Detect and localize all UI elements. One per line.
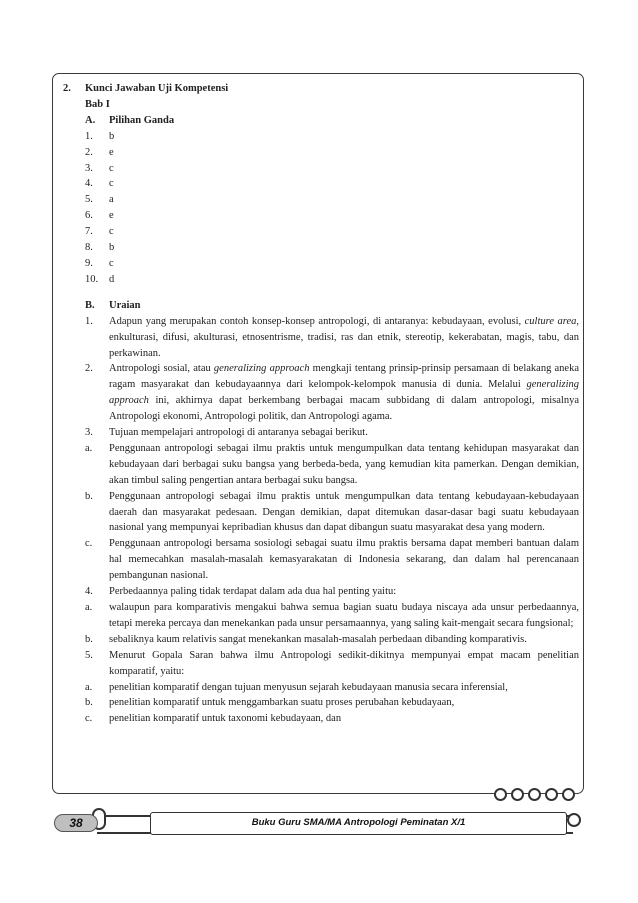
answer-row: 7. c	[85, 226, 114, 238]
decor-circle	[562, 788, 575, 801]
essay-answer-3: 3. Tujuan mempelajari antropologi di antaranya sebagai berikut.	[85, 427, 368, 439]
footer-endcap	[567, 813, 581, 827]
answer-row: 10. d	[85, 273, 115, 285]
sub-item: b. penelitian komparatif untuk menggambarkan suatu proses perubahan kebudayaan,	[85, 697, 455, 709]
decor-circle	[494, 788, 507, 801]
essay-answer-3-items	[63, 441, 579, 584]
essay-answer-4: 4. Perbedaannya paling tidak terdapat dalam ada dua hal penting yaitu:	[85, 586, 397, 598]
answer-row: 6. e	[85, 210, 114, 222]
essay-answer-5: 5. Menurut Gopala Saran bahwa ilmu Antropologi sedikit-dikitnya mempunyai empat macam penelitian komparatif, yaitu:	[85, 649, 579, 677]
essay-answer-5-items	[63, 680, 579, 728]
answer-row: 8. b	[85, 242, 115, 254]
part-b-heading: B. Uraian	[85, 299, 141, 311]
essay-answer-2: 2. Antropologi sosial, atau generalizing approach mengkaji tentang prinsip-prinsip persamaan di belakang aneka ragam masyarakat dan kebudayaannya dari kelompok-kelompok manusia di dunia. Melalui generalizing approach ini, akhirnya dapat berkembang berbagai macam subbidang di dalam antropologi, misalnya Antropologi ekonomi, Antropologi politik, dan Antropologi agama.	[85, 363, 579, 423]
sub-item: b. Penggunaan antropologi sebagai ilmu praktis untuk mengumpulkan data tentang kebudayaan-kebudayaan daerah dan masyarakat pedesaan. Dengan demikian, dapat ditemukan dasar-dasar bagi suatu kebudayaan nasional yang mempunyai kepribadian khusus dan dapat dibangun suatu masyarakat desa yang modern.	[85, 490, 579, 534]
sub-item: a. penelitian komparatif dengan tujuan menyusun sejarah kebudayaan manusia secara inferensial,	[85, 681, 508, 693]
essay-answer-1: 1. Adapun yang merupakan contoh konsep-konsep antropologi, di antaranya: kebudayaan, evolusi, culture area, enkulturasi, difusi, akulturasi, etnosentrisme, tradisi, ras dan etnik, stereotip, kekerabatan, magis, tabu, dan perkawinan.	[85, 315, 579, 359]
answer-row: 1. b	[85, 130, 115, 142]
decor-circle	[528, 788, 541, 801]
part-a-heading: A. Pilihan Ganda	[85, 114, 175, 126]
decor-circle	[511, 788, 524, 801]
multiple-choice-answers	[63, 129, 579, 288]
answer-row: 5. a	[85, 194, 114, 206]
answer-row: 9. c	[85, 257, 114, 269]
answer-row: 2. e	[85, 146, 114, 158]
sub-item: c. Penggunaan antropologi bersama sosiologi sebagai suatu ilmu praktis bersama dapat memberi bantuan dalam hal memecahkan masalah-masalah kemasyarakatan di Indonesia sekarang, dan dalam hal perencanaan pembangunan nasional.	[85, 538, 579, 582]
decor-circle	[545, 788, 558, 801]
answer-row: 3. c	[85, 162, 114, 174]
sub-item: b. sebaliknya kaum relativis sangat menekankan masalah-masalah perbedaan dibanding komparativis.	[85, 633, 527, 645]
sub-item: c. penelitian komparatif untuk taxonomi kebudayaan, dan	[85, 713, 342, 725]
essay-answer-4-items	[63, 600, 579, 648]
page-number: 38	[54, 814, 98, 832]
sub-item: a. walaupun para komparativis mengakui bahwa semua bagian suatu budaya niscaya ada unsur perbedaannya, tetapi mereka percaya dan menekankan pada unsur persamaannya, yang saling kait-mengait secara fungsional;	[85, 602, 579, 629]
section-title: Kunci Jawaban Uji Kompetensi	[85, 83, 229, 94]
section-number: 2.	[63, 83, 71, 94]
answer-key-content	[63, 81, 579, 727]
book-title: Buku Guru SMA/MA Antropologi Peminatan X/1	[150, 812, 567, 835]
answer-row: 4. c	[85, 178, 114, 190]
section-heading	[63, 81, 579, 97]
sub-item: a. Penggunaan antropologi sebagai ilmu praktis untuk mengumpulkan data tentang kehidupan masyarakat dan kebudayaan dari berbagai suku bangsa yang berbeda-beda, yang kemudian kita pamerkan. Dengan demikian, akan timbul saling pengertian antara berbagai suku bangsa.	[85, 442, 579, 486]
chapter-label: Bab I	[85, 98, 110, 110]
